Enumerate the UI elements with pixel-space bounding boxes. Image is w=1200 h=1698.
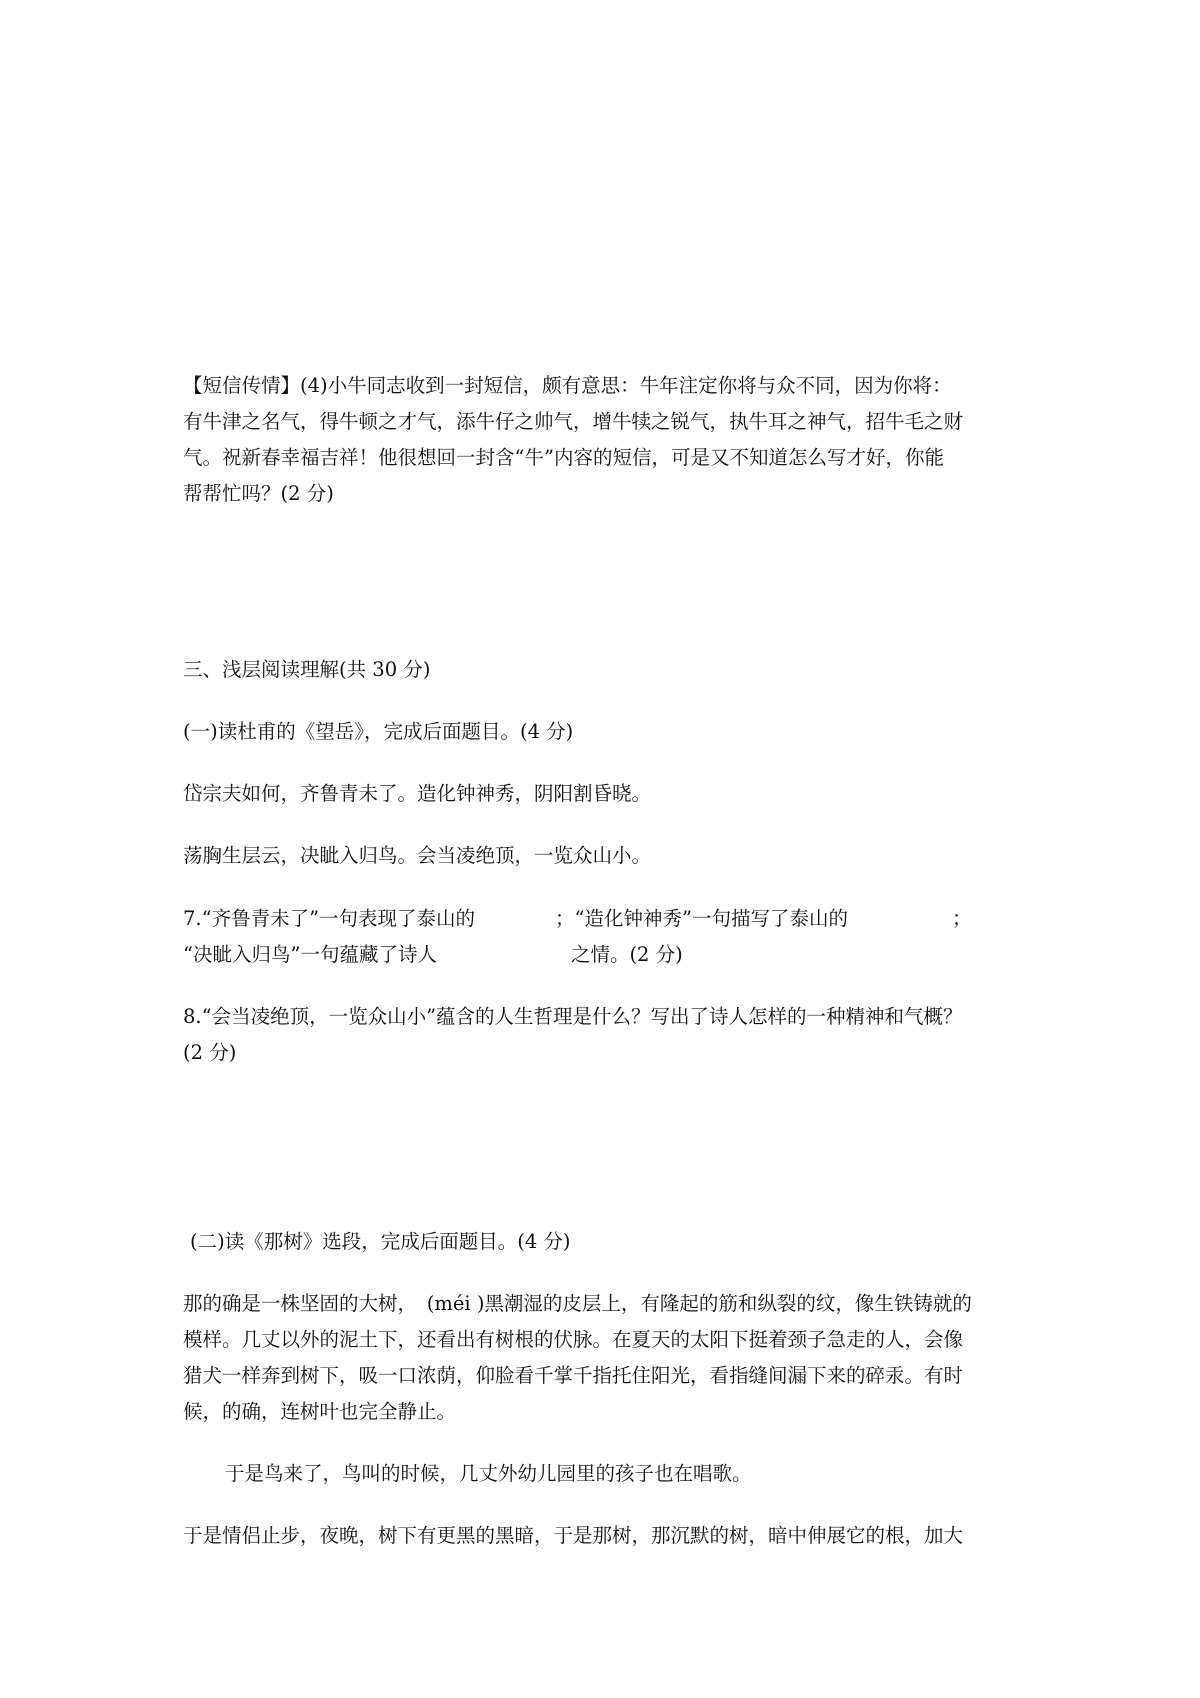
q7-text-e: 之情。(2 分) xyxy=(570,943,683,966)
q7-text-d: “决眦入归鸟”一句蕴藏了诗人 xyxy=(183,943,437,966)
poem-line-1: 岱宗夫如何，齐鲁青未了。造化钟神秀，阴阳割昏晓。 xyxy=(183,782,652,805)
part1-heading: (一)读杜甫的《望岳》，完成后面题目。(4 分) xyxy=(183,720,574,743)
passage-p1-line-4: 候，的确，连树叶也完全静止。 xyxy=(183,1400,457,1423)
q7-text-c: ； xyxy=(952,907,972,930)
q7-answer-blank-1[interactable] xyxy=(475,924,555,925)
sms-question-line-2: 有牛津之名气，得牛顿之才气，添牛仔之帅气，增牛犊之锐气，执牛耳之神气，招牛毛之财 xyxy=(183,410,964,433)
question-7-line-1 xyxy=(183,903,1028,935)
passage-p1-line-1: 那的确是一株坚固的大树， (méi )黑潮湿的皮层上，有隆起的筋和纵裂的纹，像生铁铸就的 xyxy=(183,1292,972,1315)
passage-p3-line-1: 于是情侣止步，夜晚，树下有更黑的黑暗，于是那树，那沉默的树，暗中伸展它的根，加大 xyxy=(183,1524,964,1547)
q7-text-a: 7.“齐鲁青未了”一句表现了泰山的 xyxy=(183,907,476,930)
question-7-line-2 xyxy=(183,939,1028,971)
passage-p1-line-2: 模样。几丈以外的泥土下，还看出有树根的伏脉。在夏天的太阳下挺着颈子急走的人，会像 xyxy=(183,1328,964,1351)
poem-line-2: 荡胸生层云，决眦入归鸟。会当凌绝顶，一览众山小。 xyxy=(183,844,652,867)
q7-answer-blank-3[interactable] xyxy=(437,960,571,961)
q7-answer-blank-2[interactable] xyxy=(848,924,952,925)
passage-p1-line-3: 猎犬一样奔到树下，吸一口浓荫，仰脸看千掌千指托住阳光，看指缝间漏下来的碎汞。有时 xyxy=(183,1364,964,1387)
question-8-line-2: (2 分) xyxy=(183,1041,237,1064)
sms-question-line-1: 【短信传情】(4)小牛同志收到一封短信，颇有意思：牛年注定你将与众不同，因为你将： xyxy=(183,374,952,397)
sms-question-line-3: 气。祝新春幸福吉祥！他很想回一封含“牛”内容的短信，可是又不知道怎么写才好，你能 xyxy=(183,446,944,469)
passage-p2: 于是鸟来了，鸟叫的时候，几丈外幼儿园里的孩子也在唱歌。 xyxy=(225,1462,752,1485)
section-heading: 三、浅层阅读理解(共 30 分) xyxy=(183,658,431,681)
part2-heading: (二)读《那树》选段，完成后面题目。(4 分) xyxy=(190,1230,571,1253)
q7-text-b: ；“造化钟神秀”一句描写了泰山的 xyxy=(555,907,848,930)
sms-question-line-4: 帮帮忙吗？(2 分) xyxy=(183,482,334,505)
question-8-line-1: 8.“会当凌绝顶，一览众山小”蕴含的人生哲理是什么？写出了诗人怎样的一种精神和气概？ xyxy=(183,1005,963,1028)
